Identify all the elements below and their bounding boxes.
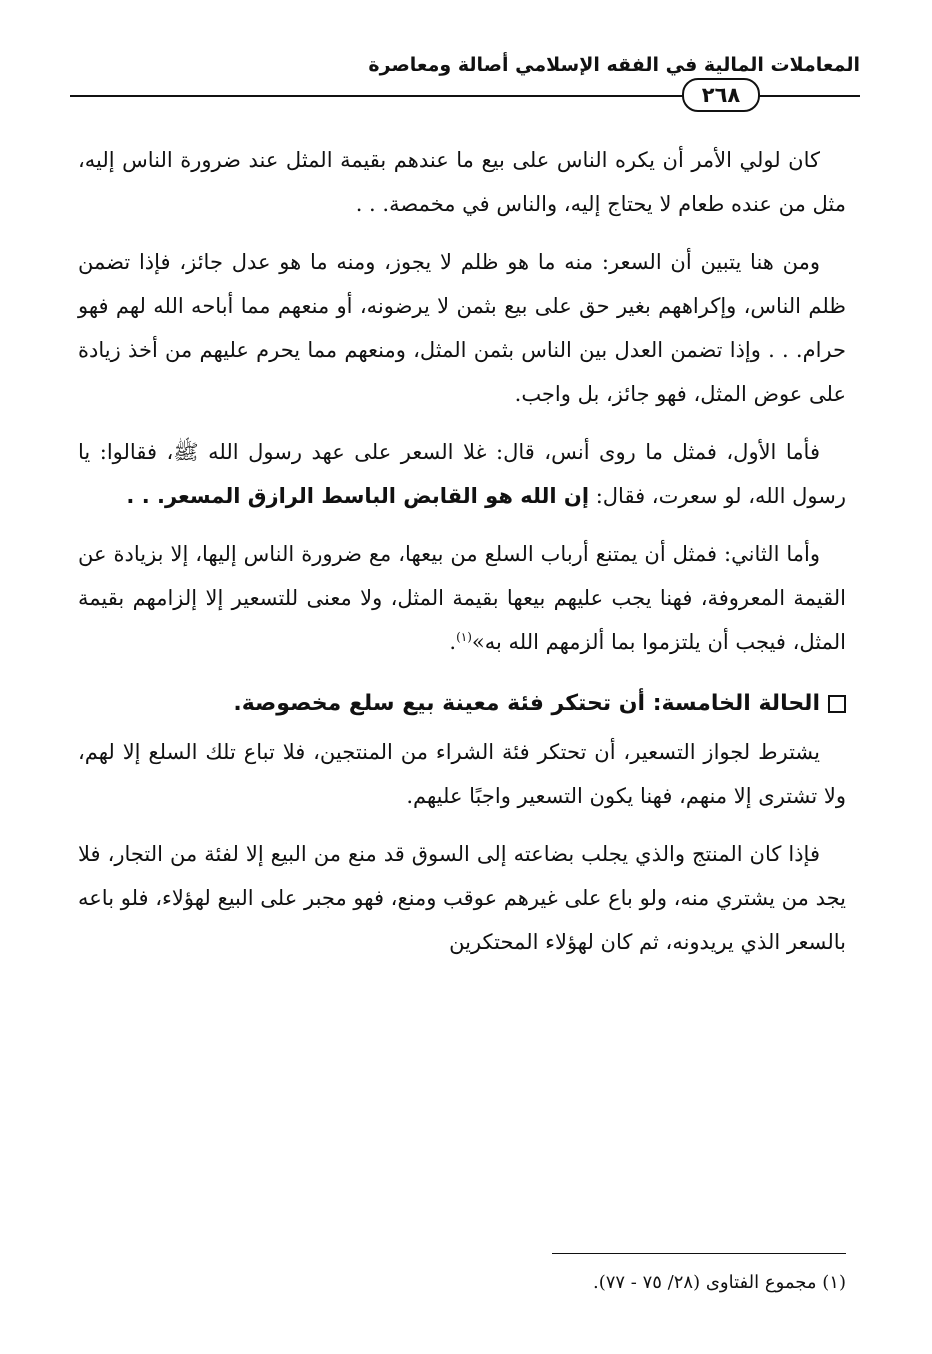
paragraph-5: يشترط لجواز التسعير، أن تحتكر فئة الشراء من المنتجين، فلا تباع تلك السلع إلا لهم، ولا تشترى إلا منهم، فهنا يكون التسعير واجبًا عليهم. [78,740,846,808]
paragraph-2: ومن هنا يتبين أن السعر: منه ما هو ظلم لا يجوز، ومنه ما هو عدل جائز، فإذا تضمن ظلم الناس، وإكراههم بغير حق على بيع بثمن لا يرضونه، أو منعهم مما أباحه الله لهم فهو حرام. . . وإذا تضمن العدل بين الناس بثمن المثل، ومنعهم مما يحرم عليهم من أخذ زيادة على عوض المثل، فهو جائز، بل واجب. [78,250,846,406]
hadith-quote: إن الله هو القابض الباسط الرازق المسعر. . . [126,484,590,508]
square-bullet-icon [828,695,846,713]
paragraph-3-text: فأما الأول، فمثل ما روى أنس، قال: غلا السعر على عهد رسول الله ﷺ، فقالوا: يا رسول الله، لو سعرت، فقال: [78,440,846,508]
paragraph-4-end: . [449,630,457,654]
footnote-rule [552,1253,846,1254]
paragraph-6: فإذا كان المنتج والذي يجلب بضاعته إلى السوق قد منع من البيع إلا لفئة من التجار، فلا يجد من يشتري منه، ولو باع على غيرهم عوقب ومنع، فهو مجبر على البيع لهؤلاء، فلو باعه بالسعر الذي يريدونه، ثم كان لهؤلاء المحتكرين [78,842,846,954]
paragraph-4 [78,532,846,664]
paragraph-4-text: وأما الثاني: فمثل أن يمتنع أرباب السلع من بيعها، مع ضرورة الناس إليها، إلا بزيادة عن القيمة المعروفة، فهنا يجب عليهم بيعها بقيمة المثل، ولا معنى للتسعير إلا إلزامهم بقيمة المثل، فيجب أن يلتزموا بما ألزمهم الله به» [78,542,846,654]
page-body [78,138,846,964]
paragraph-3 [78,430,846,518]
section-heading-text: الحالة الخامسة: أن تحتكر فئة معينة بيع سلع مخصوصة. [233,691,820,716]
page-header [70,50,860,110]
footnote-ref: (١) [456,630,472,644]
section-heading [78,684,846,724]
footnote: (١) مجموع الفتاوى (٢٨/ ٧٥ - ٧٧). [592,1272,846,1293]
page-number: ٢٦٨ [682,78,760,112]
paragraph-1: كان لولي الأمر أن يكره الناس على بيع ما عندهم بقيمة المثل عند ضرورة الناس إليه، مثل من عنده طعام لا يحتاج إليه، والناس في مخمصة. . . [78,148,846,216]
running-title: المعاملات المالية في الفقه الإسلامي أصالة ومعاصرة [368,54,860,76]
